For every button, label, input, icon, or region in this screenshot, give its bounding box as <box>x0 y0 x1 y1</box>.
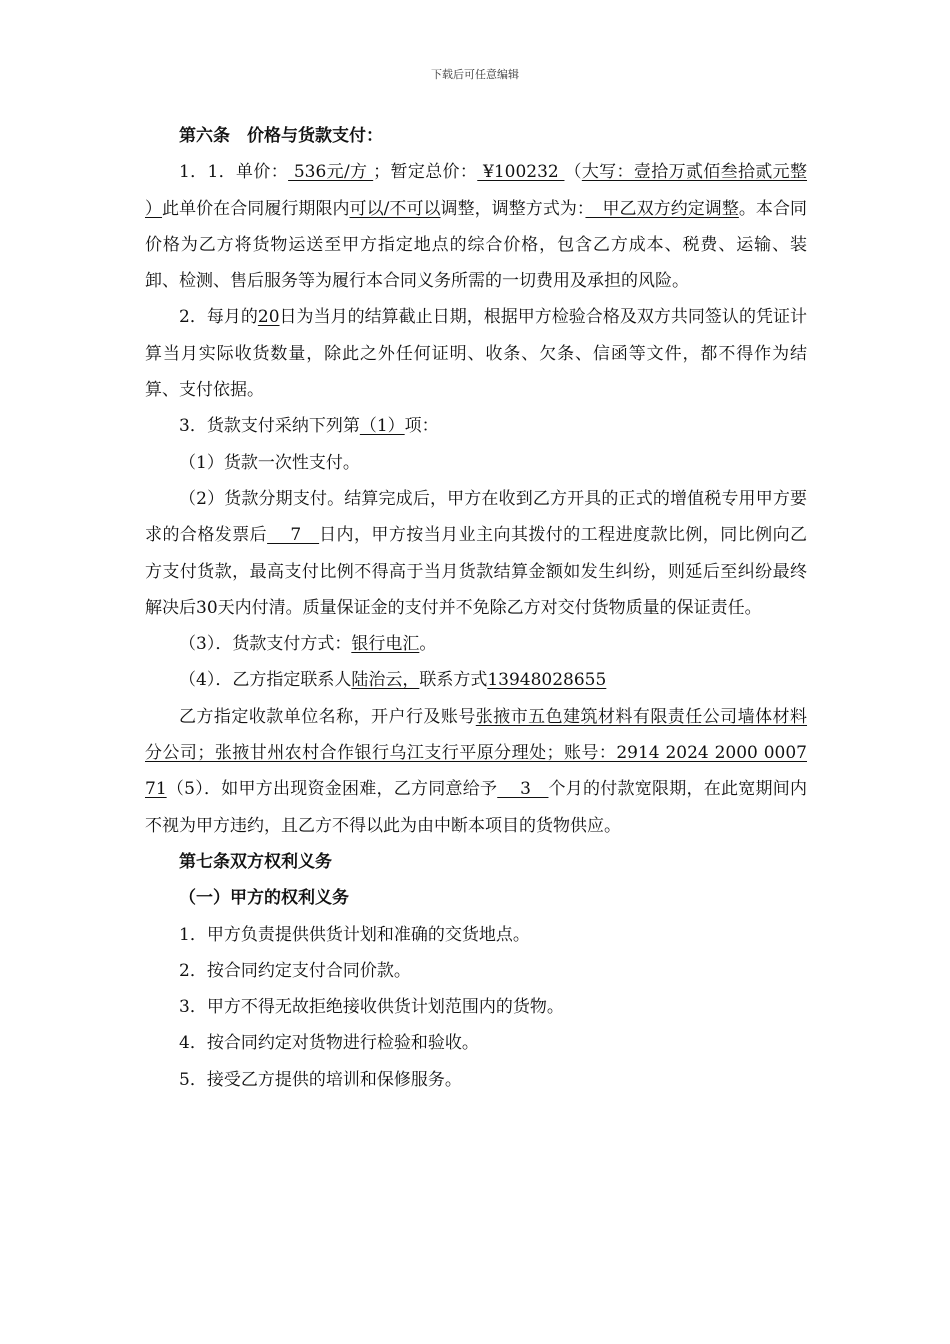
payment-method-paragraph: （3）．货款支付方式：银行电汇。 <box>179 634 437 655</box>
settlement-day: 20 <box>257 307 280 328</box>
list-item: 5．接受乙方提供的培训和保修服务。 <box>179 1069 462 1090</box>
bank-account: 张掖市五色建筑材料有限责任公司墙体材料分公司；张掖甘州农村合作银行乌江支行平原分理处；账号：2914 2024 2000 0007 71 <box>145 706 808 800</box>
total-price-words: 大写：壹拾万贰佰叁拾贰元整 ） <box>145 162 808 219</box>
total-price: ¥100232 <box>477 162 565 183</box>
unit-price: 536元/方 <box>288 162 374 183</box>
contact-phone: 13948028655 <box>487 670 607 691</box>
article-6-title: 第六条 价格与货款支付： <box>179 126 383 146</box>
article-7-title: 第七条双方权利义务 <box>179 851 332 872</box>
list-item: 3．甲方不得无故拒绝接收供货计划范围内的货物。 <box>179 997 564 1018</box>
invoice-days: 7 <box>267 525 320 546</box>
payment-option-2: （2）货款分期支付。结算完成后，甲方在收到乙方开具的正式的增值税专用甲方要求的合格发票后 7 日内，甲方按当月业主向其拨付的工程进度款比例，同比例向乙方支付货款，最高支付比例不得高于当月货款结算金额如发生纠纷，则延后至纠纷最终解决后30天内付清。质量保证金的支付并不免除乙方对交付货物质量的保证责任。 <box>145 488 808 618</box>
price-paragraph: 1．1．单价： 536元/方 ；暂定总价： ¥100232 （大写：壹拾万贰佰叁拾贰元整 ）此单价在合同履行期限内可以/不可以调整，调整方式为： 甲乙双方约定调整。本合同价格为乙方将货物运送至甲方指定地点的综合价格，包含乙方成本、税费、运输、装卸、检测、售后服务等为履行本合同义务所需的一切费用及承担的风险。 <box>145 162 808 292</box>
adjust-option: 可以/不可以 <box>349 198 441 219</box>
payment-option-1: （1）货款一次性支付。 <box>179 452 360 473</box>
page-header: 下载后可任意编辑 <box>431 68 519 81</box>
payment-choice-paragraph: 3．货款支付采纳下列第（1）项： <box>179 416 439 437</box>
payment-choice: （1） <box>359 416 405 437</box>
list-item: 4．按合同约定对货物进行检验和验收。 <box>179 1033 479 1054</box>
contact-paragraph: （4）．乙方指定联系人陆治云，联系方式13948028655 <box>179 670 607 691</box>
account-paragraph: 乙方指定收款单位名称，开户行及账号张掖市五色建筑材料有限责任公司墙体材料分公司；张掖甘州农村合作银行乌江支行平原分理处；账号：2914 2024 2000 0007 71（5）．如甲方出现资金困难，乙方同意给予 3 个月的付款宽限期，在此宽期间内不视为甲方违约，且乙方不得以此为由中断本项目的货物供应。 <box>145 706 808 836</box>
payment-method: 银行电汇 <box>351 634 420 655</box>
list-item: 2．按合同约定支付合同价款。 <box>179 960 411 981</box>
contact-person: 陆治云， <box>351 670 420 691</box>
settlement-paragraph: 2．每月的20日为当月的结算截止日期，根据甲方检验合格及双方共同签认的凭证计算当月实际收货数量，除此之外任何证明、收条、欠条、信函等文件，都不得作为结算、支付依据。 <box>145 307 807 401</box>
list-item: 1．甲方负责提供供货计划和准确的交货地点。 <box>179 924 530 945</box>
grace-months: 3 <box>497 779 549 800</box>
party-a-subtitle: （一）甲方的权利义务 <box>179 888 349 909</box>
adjust-method: 甲乙双方约定调整 <box>585 198 739 219</box>
contract-body <box>145 118 807 1098</box>
